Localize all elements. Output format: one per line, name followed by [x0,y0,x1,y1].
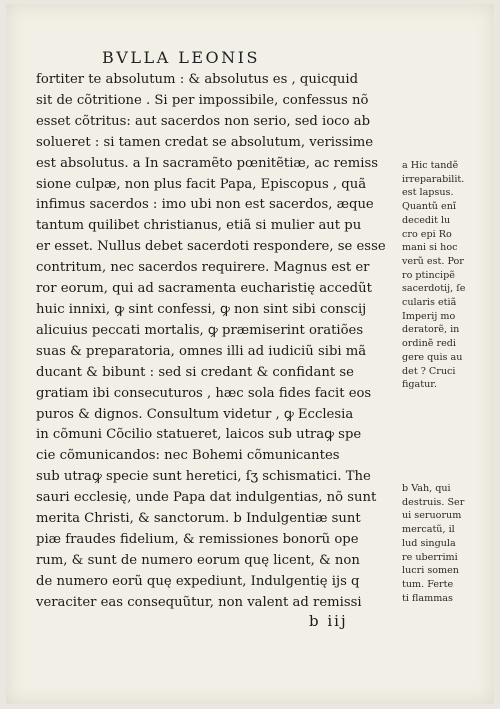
margin-line: Imperij mo [402,310,456,322]
margin-line: verũ est. Por [402,255,464,267]
margin-line: a Hic tandẽ [402,160,459,171]
text-line: merita Christi, & sanctorum. b Indulgentiæ sunt [36,511,361,527]
text-line: sione culpæ, non plus facit Papa, Episcopus , quã [36,176,367,192]
text-line: alicuius peccati mortalis, ꝙ præmiserint oratiões [36,322,364,338]
text-line: huic innixi, ꝙ sint confessi, ꝙ non sint sibi conscij [36,301,367,317]
margin-line: lucri somen [402,565,459,577]
marginal-note-b [402,482,490,605]
text-line: puros & dignos. Consultum videtur , ꝙ Ecclesia [36,406,354,422]
margin-line: irreparabilit. [402,173,465,185]
margin-line: est lapsus. [402,187,454,199]
margin-line: ro ptincipẽ [402,269,455,281]
margin-line: ti flammas [402,592,453,604]
text-line: esset cõtritus: aut sacerdos non serio, sed ioco ab [36,113,371,129]
margin-line: Quantũ enĩ [402,201,456,213]
margin-line: mercatũ, il [402,524,455,536]
text-line: suas & preparatoria, omnes illi ad iudiciũ sibi mã [36,343,367,359]
text-line: veraciter eas consequũtur, non valent ad remissi [36,594,362,610]
margin-line: sacerdotij, ſe [402,283,466,295]
margin-line: figatur. [402,379,437,391]
text-line: de numero eorũ quę expediunt, Indulgentię ijs q [36,573,360,589]
margin-line: cro epi Ro [402,228,452,240]
text-line: cie cõmunicandos: nec Bohemi cõmunicantes [36,448,340,464]
text-line: ror eorum, qui ad sacramenta eucharistię accedũt [36,281,372,297]
margin-line: det ? Cruci [402,365,456,377]
text-line: tantum quilibet christianus, etiã si mulier aut pu [36,218,362,234]
margin-line: ordinẽ redi [402,338,456,350]
margin-line: decedit lu [402,214,451,226]
margin-line: re uberrimi [402,551,458,563]
margin-line: b Vah, qui [402,483,451,494]
margin-line: tum. Ferte [402,578,454,590]
margin-line: deratorẽ, in [402,324,460,336]
text-line: fortiter te absolutum : & absolutus es , quicquid [36,72,359,87]
text-line: rum, & sunt de numero eorum quę licent, & non [36,552,360,568]
marginal-note-a [402,159,490,392]
text-line: gratiam ibi consecuturos , hæc sola fides facit eos [36,385,372,401]
margin-line: cularis etiã [402,297,457,309]
margin-line: lud singula [402,537,456,549]
margin-line: gere quis au [402,351,463,363]
text-line: in cõmuni Cõcilio statueret, laicos sub utraꝙ spe [36,427,362,443]
text-line: contritum, nec sacerdos requirere. Magnus est er [36,260,370,276]
text-line: sauri ecclesię, unde Papa dat indulgentias, nõ sunt [36,490,377,506]
text-line: piæ fraudes fidelium, & remissiones bonorũ ope [36,531,359,547]
text-line: infimus sacerdos : imo ubi non est sacerdos, æque [36,197,374,213]
text-line: est absolutus. a In sacramẽto pœnitẽtiæ, ac remiss [36,155,378,171]
signature-mark: b iij [309,612,348,630]
margin-line: destruis. Ser [402,496,465,508]
text-line: sub utraꝙ specie sunt heretici, ſʒ schismatici. The [36,469,371,485]
margin-line: mani si hoc [402,242,458,254]
margin-line: ui seruorum [402,510,462,522]
text-line: sit de cõtritione . Si per impossibile, confessus nõ [36,92,369,108]
text-line: er esset. Nullus debet sacerdoti respondere, se esse [36,239,386,255]
main-text-block [36,70,414,614]
running-title: BVLLA LEONIS [102,48,260,67]
text-line: ducant & bibunt : sed si credant & confidant se [36,364,354,380]
text-line: solueret : si tamen credat se absolutum, verissime [36,134,374,150]
book-page [6,4,494,704]
